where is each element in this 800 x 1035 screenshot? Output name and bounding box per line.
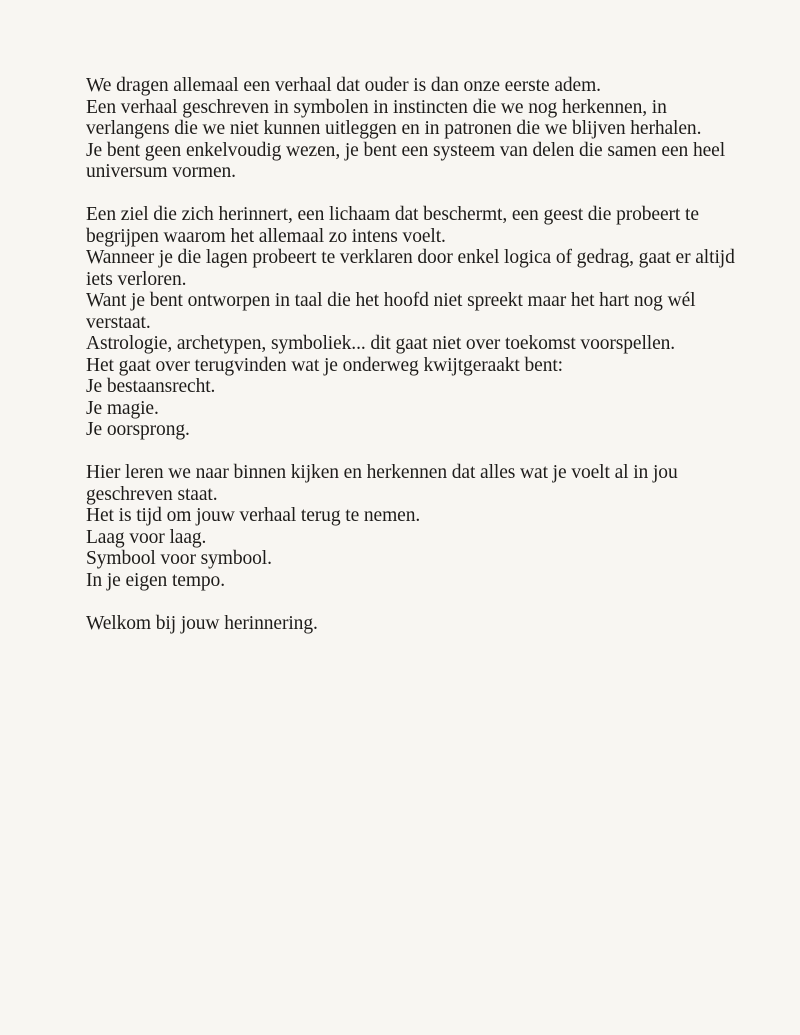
text-line: Het is tijd om jouw verhaal terug te nemen. — [86, 505, 421, 526]
text-line: Symbool voor symbool. — [86, 548, 272, 569]
text-line: Je bestaansrecht. — [86, 376, 216, 397]
text-line: Je bent geen enkelvoudig wezen, je bent een systeem van delen die samen een heel universum vormen. — [86, 139, 726, 182]
text-line: Laag voor laag. — [86, 526, 207, 548]
text-line: In je eigen tempo. — [86, 569, 225, 591]
paragraph-1 — [86, 75, 740, 183]
text-line: Wanneer je die lagen probeert te verklaren door enkel logica of gedrag, gaat er altijd iets verloren. — [86, 247, 735, 290]
paragraph-3 — [86, 462, 740, 591]
text-line: Hier leren we naar binnen kijken en herkennen dat alles wat je voelt al in jou geschreven staat. — [86, 462, 678, 505]
text-line: Want je bent ontworpen in taal die het hoofd niet spreekt maar het hart nog wél verstaat. — [86, 290, 696, 333]
text-line: Je oorsprong. — [86, 419, 190, 440]
text-line: We dragen allemaal een verhaal dat ouder is dan onze eerste adem. — [86, 75, 601, 96]
text-line: Het gaat over terugvinden wat je onderweg kwijtgeraakt bent: — [86, 354, 563, 376]
paragraph-4 — [86, 613, 740, 635]
text-line: Een ziel die zich herinnert, een lichaam dat beschermt, een geest die probeert te begrijpen waarom het allemaal zo intens voelt. — [86, 204, 699, 247]
text-line: Een verhaal geschreven in symbolen in instincten die we nog herkennen, in verlangens die we niet kunnen uitleggen en in patronen die we blijven herhalen. — [86, 96, 702, 139]
text-line: Astrologie, archetypen, symboliek... dit gaat niet over toekomst voorspellen. — [86, 333, 676, 354]
text-line: Welkom bij jouw herinnering. — [86, 612, 318, 634]
text-line: Je magie. — [86, 397, 159, 419]
paragraph-2 — [86, 204, 740, 441]
